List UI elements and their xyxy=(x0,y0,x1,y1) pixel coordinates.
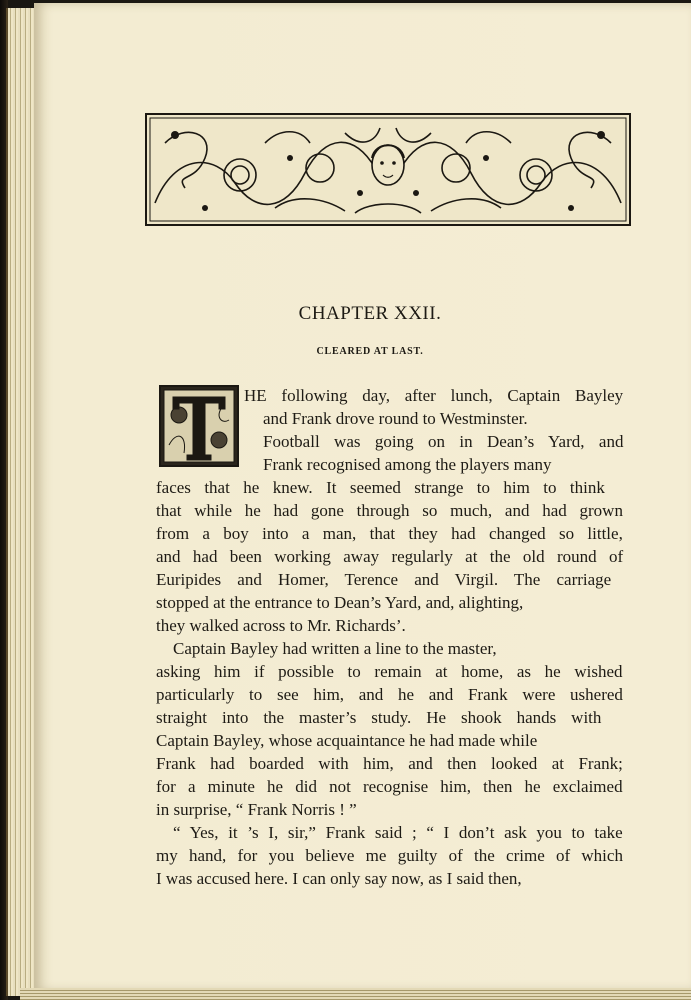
ornamental-headpiece xyxy=(145,113,631,226)
decorative-drop-cap xyxy=(159,385,239,467)
page-bottom-edges xyxy=(20,988,691,1000)
text-line: “ Yes, it ’s I, sir,” Frank said ; “ I don’t ask you to take xyxy=(173,823,623,842)
text-line: for a minute he did not recognise him, then he exclaimed xyxy=(156,777,623,796)
text-line: faces that he knew. It seemed strange to him to think xyxy=(156,478,605,497)
text-line: they walked across to Mr. Richards’. xyxy=(156,616,406,635)
text-line: I was accused here. I can only say now, as I said then, xyxy=(156,869,522,888)
chapter-subtitle: CLEARED AT LAST. xyxy=(316,346,424,357)
text-line: straight into the master’s study. He shook hands with xyxy=(156,708,602,727)
text-line: in surprise, “ Frank Norris ! ” xyxy=(156,800,357,819)
text-line: asking him if possible to remain at home, as he wished xyxy=(156,662,623,681)
text-line: particularly to see him, and he and Frank were ushered xyxy=(156,685,623,704)
text-line: HE following day, after lunch, Captain Bayley xyxy=(244,386,624,405)
text-line: Captain Bayley, whose acquaintance he had made while xyxy=(156,731,538,750)
text-line: Frank recognised among the players many xyxy=(263,455,552,474)
text-line: Frank had boarded with him, and then looked at Frank; xyxy=(156,754,623,773)
text-line: and had been working away regularly at the old round of xyxy=(156,547,624,566)
text-line: from a boy into a man, that they had changed so little, xyxy=(156,524,623,543)
text-line: my hand, for you believe me guilty of the crime of which xyxy=(156,846,623,865)
text-line: Football was going on in Dean’s Yard, and xyxy=(263,432,624,451)
text-line: stopped at the entrance to Dean’s Yard, and, alighting, xyxy=(156,593,524,612)
chapter-title: CHAPTER XXII. xyxy=(298,303,442,324)
text-line: Euripides and Homer, Terence and Virgil. The carriage xyxy=(156,570,612,589)
text-line: and Frank drove round to Westminster. xyxy=(263,409,528,428)
text-line: Captain Bayley had written a line to the master, xyxy=(173,639,497,658)
text-line: that while he had gone through so much, and had grown xyxy=(156,501,623,520)
